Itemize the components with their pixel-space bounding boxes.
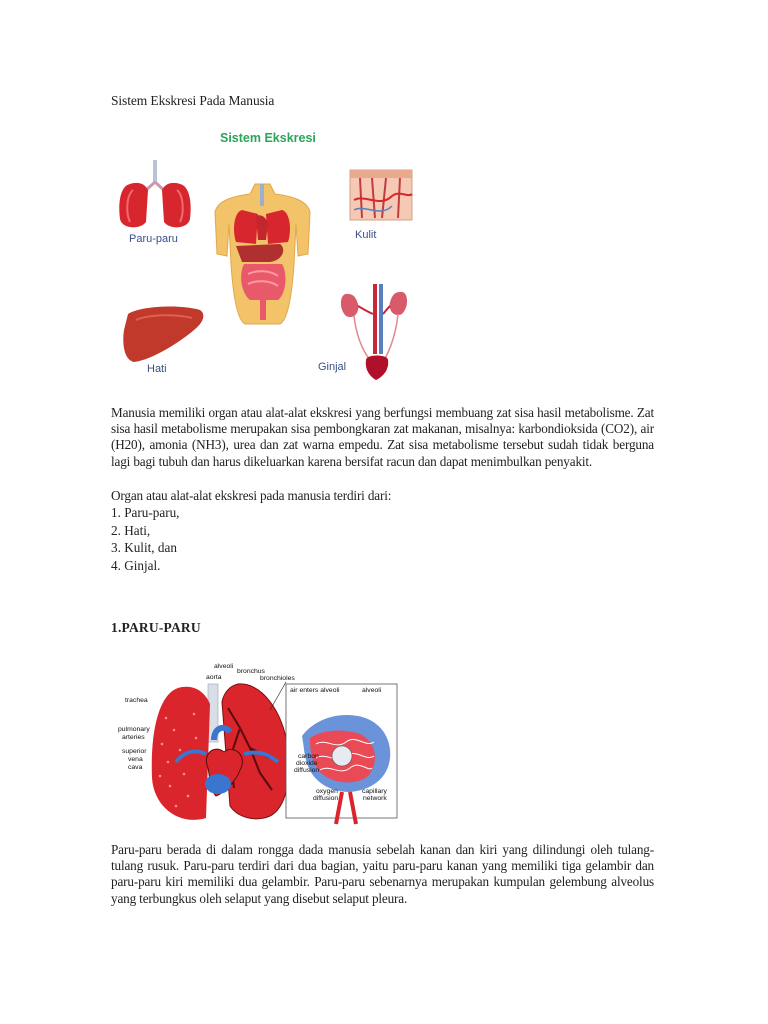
- lungs-anatomy-figure: [110, 658, 400, 830]
- label-alveoli-right: alveoli: [362, 687, 382, 694]
- label-oxygen-2: diffusion: [313, 795, 339, 802]
- label-oxygen-1: oxygen: [316, 788, 338, 795]
- label-air-enters: air enters alveoli: [290, 687, 340, 694]
- lungs-paragraph: Paru-paru berada di dalam rongga dada manusia sebelah kanan dan kiri yang dilindungi oleh tulang-tulang rusuk. Paru-paru terdiri dari dua bagian, yaitu paru-paru kanan yang memiliki tiga gelambir dan paru-paru kiri memiliki dua gelambir. Paru-paru sebenarnya merupakan kumpulan gelembung alveolus yang terbungkus oleh selaput yang disebut selaput pleura.: [111, 842, 654, 906]
- list-item: 3. Kulit, dan: [111, 540, 177, 555]
- figure-title: Sistem Ekskresi: [220, 131, 316, 145]
- liver-illustration: [123, 307, 203, 362]
- section-heading-lungs: 1.PARU-PARU: [111, 620, 201, 635]
- kidney-label: Ginjal: [318, 361, 347, 373]
- kidney-illustration: [341, 284, 407, 380]
- liver-label: Hati: [147, 363, 167, 375]
- organ-list: [111, 504, 179, 574]
- label-carbon-2: dioxide: [296, 760, 318, 767]
- excretory-system-figure: [110, 124, 420, 386]
- label-carbon-3: diffusion: [294, 767, 320, 774]
- label-superior-1: superior: [122, 748, 147, 755]
- label-superior-3: cava: [128, 764, 143, 771]
- label-pulmonary-2: arteries: [122, 734, 145, 741]
- list-item: 2. Hati,: [111, 522, 151, 538]
- organ-list-intro: Organ atau alat-alat ekskresi pada manusia terdiri dari:: [111, 488, 392, 503]
- intro-paragraph: Manusia memiliki organ atau alat-alat ekskresi yang berfungsi membuang zat sisa hasil metabolisme. Zat sisa hasil metabolisme merupakan sisa pembongkaran zat makanan, misalnya: karbondioksida (CO2), air (H20), amonia (NH3), urea dan zat warna empedu. Zat sisa metabolisme tersebut sudah tidak berguna lagi bagi tubuh dan harus dikeluarkan karena bersifat racun dan dapat menimbulkan penyakit.: [111, 405, 654, 469]
- excretory-system-illustration: [110, 124, 420, 386]
- list-item: 4. Ginjal.: [111, 557, 161, 573]
- label-aorta: aorta: [206, 674, 222, 681]
- label-carbon-1: carbon: [298, 753, 319, 760]
- label-superior-2: vena: [128, 756, 143, 763]
- label-capillary-2: network: [363, 795, 387, 802]
- skin-label: Kulit: [355, 229, 377, 241]
- list-item: 1. Paru-paru,: [111, 505, 180, 520]
- label-bronchioles: bronchioles: [260, 675, 295, 682]
- lungs-label: Paru-paru: [129, 233, 178, 245]
- torso-illustration: [215, 184, 310, 324]
- label-pulmonary-1: pulmonary: [118, 726, 150, 733]
- skin-illustration: [350, 170, 412, 220]
- label-capillary-1: capillary: [362, 788, 387, 795]
- label-alveoli-top: alveoli: [214, 663, 234, 670]
- lungs-anatomy-illustration: [110, 658, 400, 830]
- label-trachea: trachea: [125, 697, 148, 704]
- label-bronchus: bronchus: [237, 668, 265, 675]
- lungs-illustration: [119, 160, 190, 227]
- document-title: Sistem Ekskresi Pada Manusia: [111, 93, 275, 108]
